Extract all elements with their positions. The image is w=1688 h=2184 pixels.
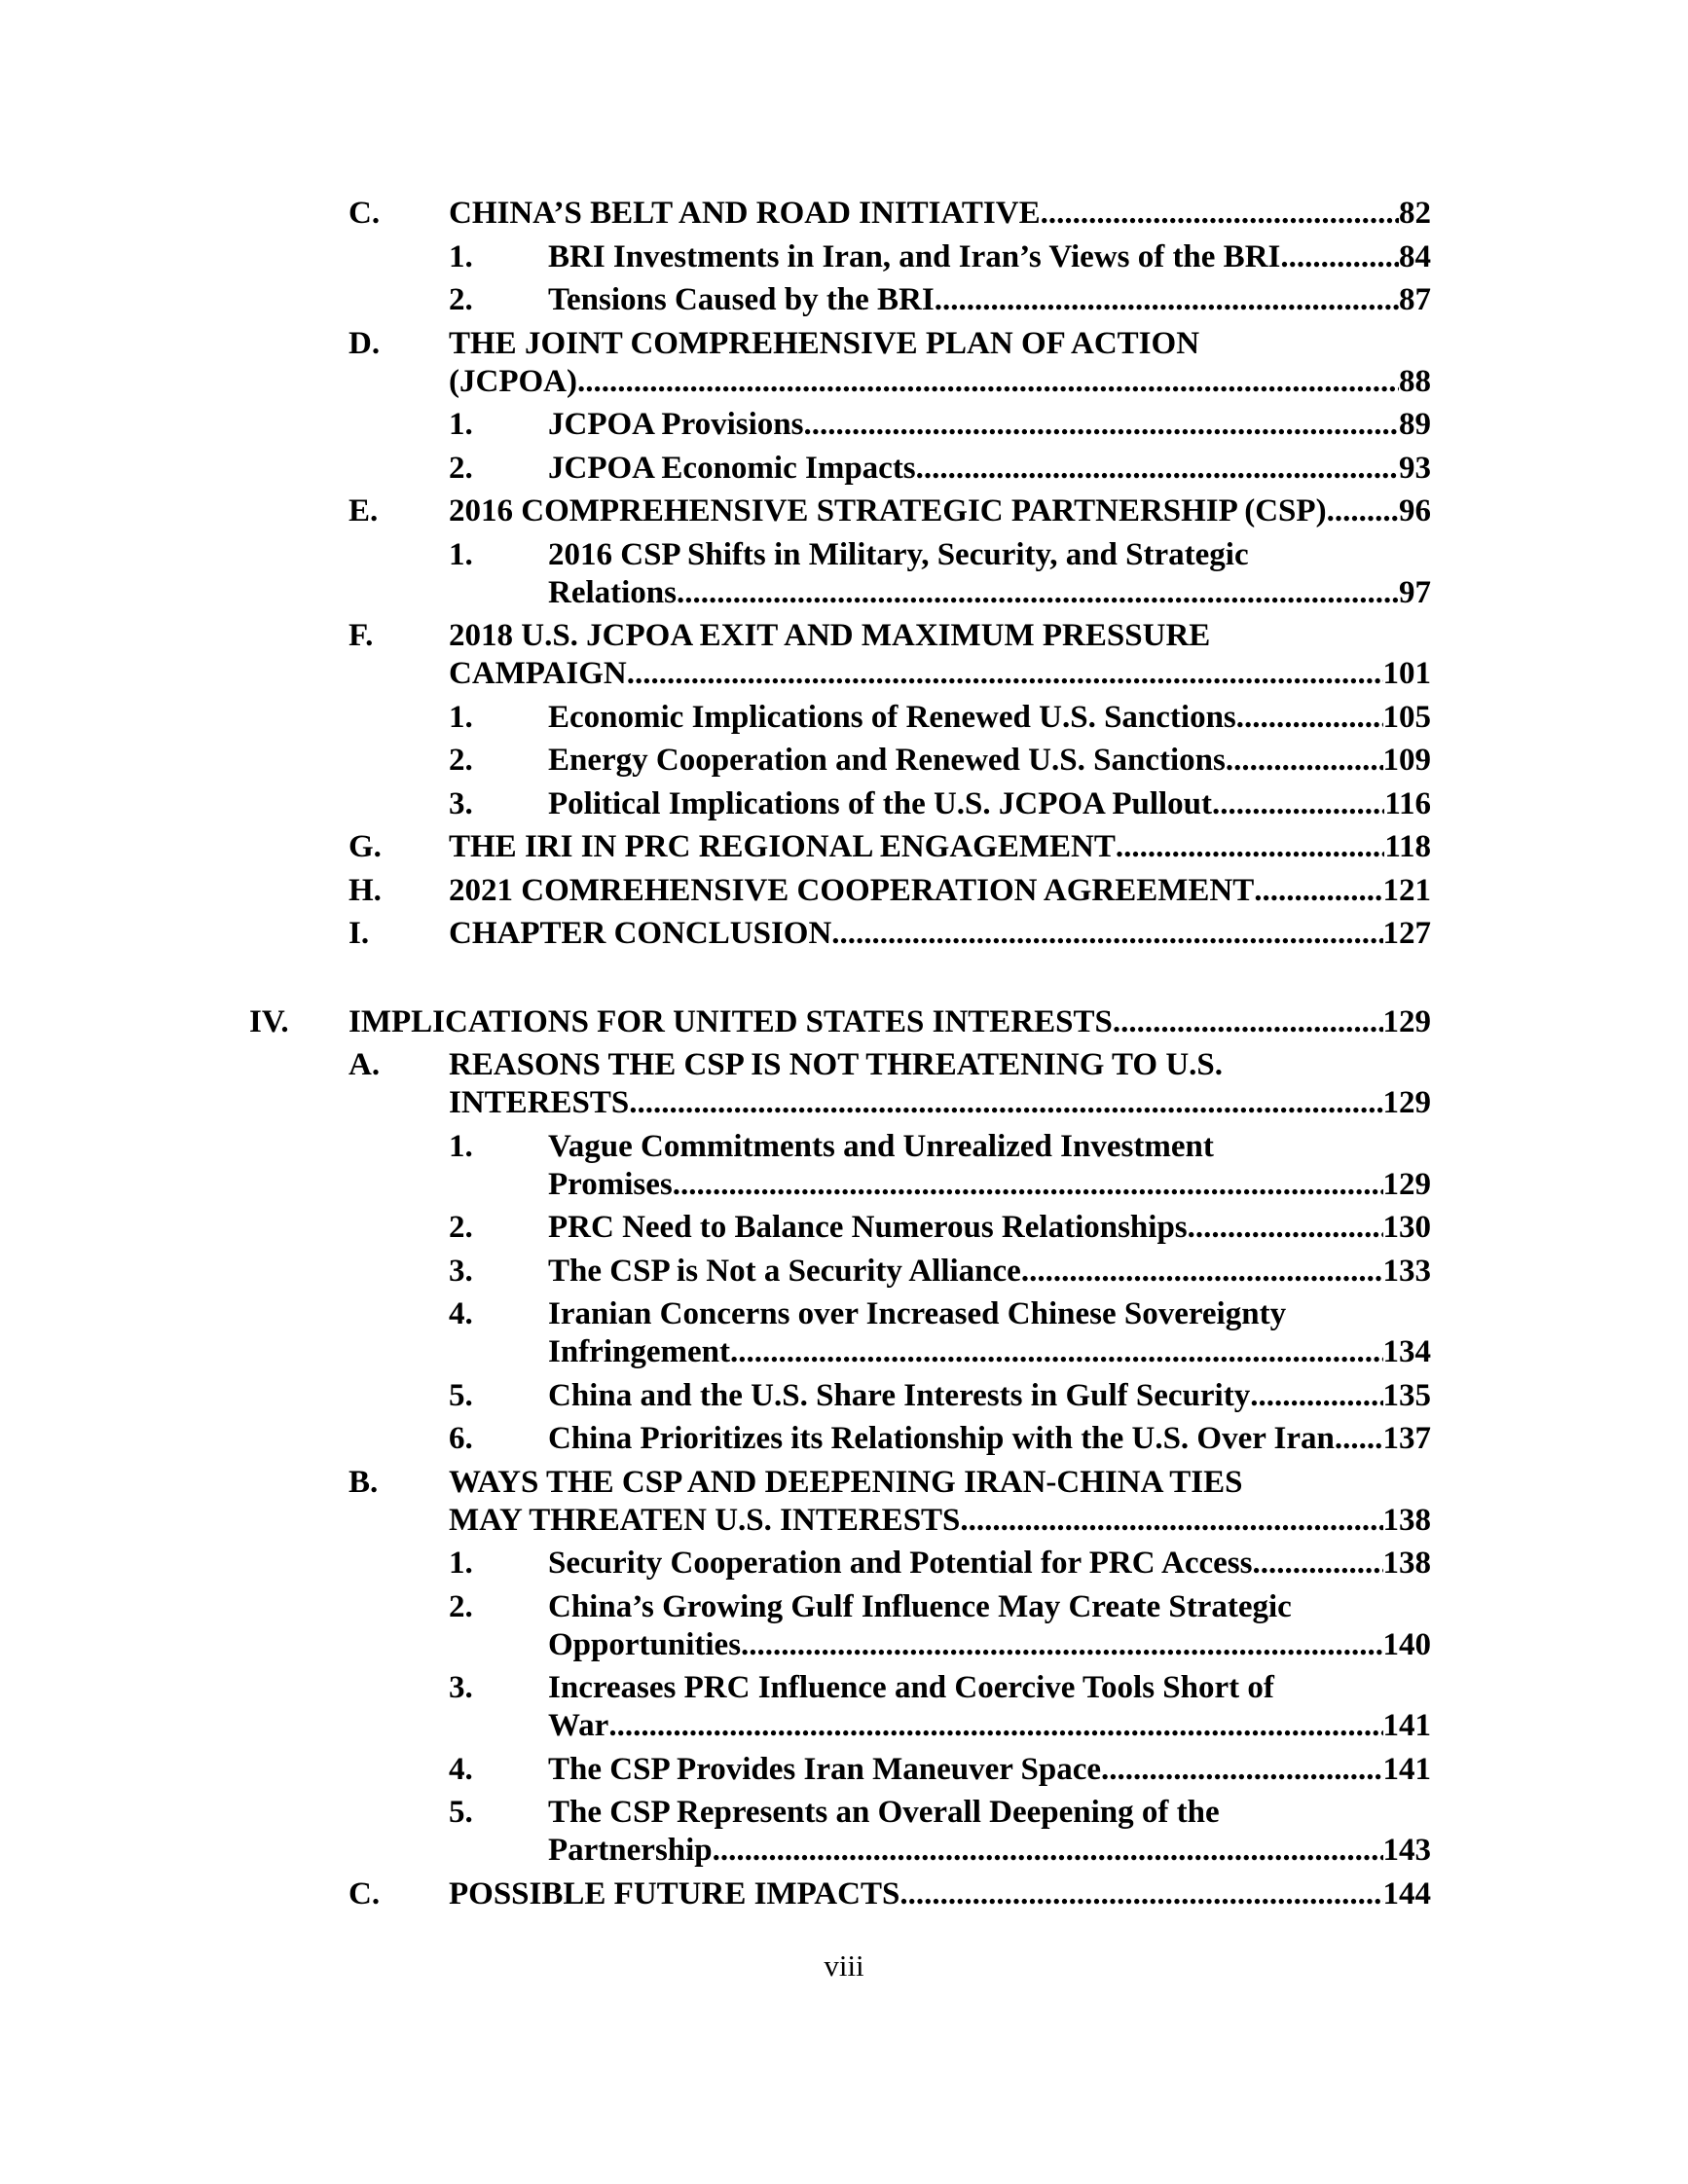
- toc-entry-final-line: [548, 1209, 1431, 1247]
- dot-leader: [673, 1166, 1383, 1204]
- toc-entry-title-line: JCPOA Provisions: [548, 407, 804, 442]
- toc-entry-number: 1.: [449, 536, 473, 572]
- toc-entry-title: [548, 1545, 1431, 1583]
- toc-entry-title: [548, 742, 1431, 780]
- toc-entry-final-line: [548, 574, 1431, 612]
- toc-entry-number: F.: [349, 618, 374, 653]
- toc-entry-title: [548, 238, 1431, 276]
- toc-entry-number: 1.: [449, 1546, 473, 1581]
- toc-entry-final-line: [449, 1084, 1431, 1122]
- toc-entry-final-line: [449, 828, 1431, 866]
- toc-entry-number: 1.: [449, 1128, 473, 1164]
- toc-entry[interactable]: [0, 785, 1688, 829]
- toc-entry-number: 1.: [449, 238, 473, 274]
- toc-entry-title: [548, 785, 1431, 823]
- toc-entry-title: [548, 699, 1431, 737]
- toc-entry-title-line: The CSP Provides Iran Maneuver Space: [548, 1751, 1102, 1787]
- toc-entry-title: [349, 1003, 1431, 1041]
- toc-entry-title: [548, 1794, 1431, 1870]
- toc-entry[interactable]: [0, 1794, 1688, 1875]
- toc-entry-page-number: 133: [1382, 1253, 1431, 1289]
- toc-entry-title-line: THE JOINT COMPREHENSIVE PLAN OF ACTION: [449, 325, 1200, 361]
- toc-entry-number: G.: [349, 829, 382, 864]
- toc-entry[interactable]: [0, 1295, 1688, 1377]
- toc-entry-number: H.: [349, 872, 382, 908]
- toc-entry-page-number: 93: [1399, 450, 1431, 486]
- section-gap: [0, 959, 1688, 1003]
- toc-entry-title-line: China and the U.S. Share Interests in Gulf Security: [548, 1377, 1251, 1413]
- toc-entry-page-number: 109: [1382, 743, 1431, 778]
- page-number: viii: [824, 1948, 864, 1983]
- dot-leader: [608, 1707, 1382, 1745]
- toc-entry-final-line: [449, 1502, 1431, 1540]
- toc-entry-final-line: [548, 1545, 1431, 1583]
- toc-entry-number: 4.: [449, 1751, 473, 1787]
- toc-entry-number: 5.: [449, 1795, 473, 1830]
- toc-entry[interactable]: [0, 1128, 1688, 1210]
- toc-entry-title: [449, 492, 1431, 530]
- toc-entry[interactable]: [0, 1588, 1688, 1670]
- toc-entry-number: B.: [349, 1464, 379, 1500]
- toc-entry[interactable]: [0, 1209, 1688, 1253]
- toc-entry-title-line: CHINA’S BELT AND ROAD INITIATIVE: [449, 196, 1041, 231]
- toc-entry-final-line: [548, 1333, 1431, 1371]
- dot-leader: [1041, 195, 1399, 233]
- toc-entry-page-number: 105: [1382, 699, 1431, 735]
- toc-entry-final-line: [548, 1751, 1431, 1789]
- toc-entry-title-line: THE IRI IN PRC REGIONAL ENGAGEMENT: [449, 829, 1116, 864]
- toc-entry-title-line: WAYS THE CSP AND DEEPENING IRAN-CHINA TIES: [449, 1464, 1243, 1500]
- toc-entry-number: 3.: [449, 785, 473, 821]
- toc-entry-final-line: [449, 872, 1431, 910]
- dot-leader: [1335, 1420, 1383, 1458]
- toc-entry-title: [548, 1588, 1431, 1664]
- dot-leader: [804, 406, 1399, 444]
- toc-entry-number: 4.: [449, 1296, 473, 1331]
- toc-entry-final-line: [449, 1875, 1431, 1913]
- toc-entry-title-line: Security Cooperation and Potential for PRC Access: [548, 1546, 1253, 1581]
- toc-entry[interactable]: [0, 536, 1688, 618]
- toc-entry-number: 2.: [449, 450, 473, 486]
- toc-entry[interactable]: [0, 195, 1688, 238]
- toc-entry-page-number: 84: [1399, 238, 1431, 274]
- toc-entry-title: [548, 536, 1431, 612]
- toc-entry-title-line: CHAPTER CONCLUSION: [449, 916, 832, 951]
- toc-entry[interactable]: [0, 1046, 1688, 1128]
- toc-entry[interactable]: [0, 1669, 1688, 1751]
- toc-entry-page-number: 97: [1399, 574, 1431, 610]
- toc-entry-page-number: 141: [1382, 1751, 1431, 1787]
- toc-entry[interactable]: [0, 828, 1688, 872]
- dot-leader: [1226, 742, 1383, 780]
- toc-entry-final-line: [548, 1166, 1431, 1204]
- toc-entry-page-number: 101: [1382, 656, 1431, 691]
- toc-entry-title: [548, 1209, 1431, 1247]
- toc-entry-title-line: China’s Growing Gulf Influence May Create Strategic: [548, 1588, 1292, 1624]
- toc-entry[interactable]: [0, 1875, 1688, 1919]
- dot-leader: [831, 915, 1382, 953]
- toc-entry-title: [548, 1295, 1431, 1371]
- toc-entry-title: [548, 450, 1431, 488]
- toc-entry-final-line: [548, 1626, 1431, 1664]
- dot-leader: [1101, 1751, 1382, 1789]
- toc-entry-number: D.: [349, 325, 381, 361]
- toc-entry-title-line: Promises: [548, 1166, 673, 1202]
- toc-entry-title-line: War: [548, 1708, 609, 1743]
- toc-entry-number: 2.: [449, 743, 473, 778]
- toc-entry[interactable]: [0, 915, 1688, 959]
- toc-entry-final-line: [548, 1832, 1431, 1870]
- toc-entry-title-line: CAMPAIGN: [449, 656, 627, 691]
- toc-entry-title: [548, 1377, 1431, 1415]
- toc-entry-number: 5.: [449, 1377, 473, 1413]
- toc-entry-page-number: 141: [1382, 1708, 1431, 1743]
- dot-leader: [899, 1875, 1382, 1913]
- toc-entry-page-number: 96: [1399, 493, 1431, 528]
- toc-entry-title: [548, 1128, 1431, 1204]
- toc-entry-number: 1.: [449, 699, 473, 735]
- toc-entry-title-line: REASONS THE CSP IS NOT THREATENING TO U.S.: [449, 1047, 1224, 1082]
- toc-entry-page-number: 140: [1382, 1626, 1431, 1662]
- toc-entry-page-number: 129: [1382, 1003, 1431, 1039]
- toc-entry-title-line: POSSIBLE FUTURE IMPACTS: [449, 1875, 900, 1911]
- toc-entry-number: E.: [349, 493, 379, 528]
- toc-entry-number: IV.: [249, 1003, 289, 1039]
- toc-entry-number: 6.: [449, 1421, 473, 1456]
- toc-entry-number: A.: [349, 1047, 381, 1082]
- toc-entry-title: [548, 1669, 1431, 1745]
- toc-entry-final-line: [548, 742, 1431, 780]
- toc-entry[interactable]: [0, 1377, 1688, 1421]
- toc-entry-title-line: The CSP is Not a Security Alliance: [548, 1253, 1021, 1289]
- toc-entry-final-line: [548, 785, 1431, 823]
- toc-entry[interactable]: [0, 1545, 1688, 1588]
- dot-leader: [713, 1832, 1383, 1870]
- toc-entry-final-line: [548, 1253, 1431, 1291]
- toc-entry-title-line: Opportunities: [548, 1626, 742, 1662]
- toc-entry-number: 1.: [449, 407, 473, 442]
- toc-entry-title: [548, 406, 1431, 444]
- toc-entry-final-line: [548, 406, 1431, 444]
- toc-entry-page-number: 143: [1382, 1833, 1431, 1868]
- dot-leader: [577, 363, 1399, 401]
- toc-entry-title-line: Relations: [548, 574, 677, 610]
- toc-entry-title-line: Vague Commitments and Unrealized Investment: [548, 1128, 1214, 1164]
- toc-entry[interactable]: [0, 492, 1688, 536]
- toc-entry-page-number: 127: [1382, 916, 1431, 951]
- dot-leader: [1113, 1003, 1383, 1041]
- toc-entry-title: [449, 1464, 1431, 1540]
- toc-entry-number: C.: [349, 196, 381, 231]
- dot-leader: [1188, 1209, 1383, 1247]
- toc-entry[interactable]: [0, 872, 1688, 916]
- toc-entry[interactable]: [0, 742, 1688, 785]
- dot-leader: [1254, 872, 1382, 910]
- dot-leader: [629, 1084, 1382, 1122]
- toc-entry-page-number: 87: [1399, 282, 1431, 317]
- toc-entry-final-line: [349, 1003, 1431, 1041]
- toc-entry[interactable]: [0, 325, 1688, 407]
- toc-entry[interactable]: [0, 699, 1688, 743]
- toc-entry-page-number: 138: [1382, 1502, 1431, 1538]
- toc-entry-title-line: 2018 U.S. JCPOA EXIT AND MAXIMUM PRESSURE: [449, 618, 1211, 653]
- dot-leader: [1021, 1253, 1383, 1291]
- toc-entry-title: [449, 1046, 1431, 1122]
- dot-leader: [1252, 1545, 1382, 1583]
- toc-entry-title-line: Increases PRC Influence and Coercive Tools Short of: [548, 1670, 1274, 1705]
- toc-entry-final-line: [449, 363, 1431, 401]
- toc-entry-page-number: 134: [1382, 1334, 1431, 1369]
- toc-entry-page-number: 129: [1382, 1166, 1431, 1202]
- toc-entry-title-line: MAY THREATEN U.S. INTERESTS: [449, 1502, 961, 1538]
- toc-entry-title: [548, 281, 1431, 319]
- toc-entry-title-line: Economic Implications of Renewed U.S. Sanctions: [548, 699, 1236, 735]
- dot-leader: [730, 1333, 1383, 1371]
- toc-entry-number: I.: [349, 916, 370, 951]
- toc-entry-title-line: Infringement: [548, 1334, 730, 1369]
- toc-entry-title-line: PRC Need to Balance Numerous Relationships: [548, 1210, 1188, 1245]
- toc-entry-title: [449, 1875, 1431, 1913]
- toc-entry-title: [449, 915, 1431, 953]
- toc-entry-title-line: (JCPOA): [449, 363, 577, 399]
- toc-entry-title: [449, 325, 1431, 401]
- toc-entry-final-line: [548, 1377, 1431, 1415]
- toc-entry-number: 3.: [449, 1670, 473, 1705]
- toc-entry-final-line: [449, 492, 1431, 530]
- toc-entry-title-line: IMPLICATIONS FOR UNITED STATES INTERESTS: [349, 1003, 1113, 1039]
- toc-entry-title: [548, 1420, 1431, 1458]
- toc-entry[interactable]: [0, 1751, 1688, 1795]
- toc-entry-title: [449, 872, 1431, 910]
- toc-entry-title-line: 2016 CSP Shifts in Military, Security, and Strategic: [548, 536, 1249, 572]
- toc-entry[interactable]: [0, 450, 1688, 493]
- toc-entry[interactable]: [0, 1253, 1688, 1296]
- toc-entry-title-line: INTERESTS: [449, 1085, 630, 1120]
- toc-entry-page-number: 116: [1384, 785, 1431, 821]
- toc-entry-final-line: [449, 915, 1431, 953]
- toc-entry-number: 2.: [449, 1210, 473, 1245]
- toc-entry-page-number: 137: [1382, 1421, 1431, 1456]
- dot-leader: [935, 281, 1399, 319]
- toc-entry-title-line: BRI Investments in Iran, and Iran’s Views of the BRI: [548, 238, 1281, 274]
- toc-entry-page-number: 144: [1382, 1875, 1431, 1911]
- toc-entry-number: 3.: [449, 1253, 473, 1289]
- dot-leader: [1116, 828, 1384, 866]
- toc-entry-page-number: 130: [1382, 1210, 1431, 1245]
- dot-leader: [741, 1626, 1382, 1664]
- toc-entry-page-number: 88: [1399, 363, 1431, 399]
- toc-entry-title-line: The CSP Represents an Overall Deepening of the: [548, 1795, 1220, 1830]
- toc-entry-number: C.: [349, 1875, 381, 1911]
- dot-leader: [677, 574, 1399, 612]
- toc-entry[interactable]: [0, 1420, 1688, 1464]
- toc-entry-title-line: Iranian Concerns over Increased Chinese Sovereignty: [548, 1296, 1287, 1331]
- toc-entry-title: [449, 828, 1431, 866]
- toc-entry-page-number: 121: [1382, 872, 1431, 908]
- toc-entry-page-number: 138: [1382, 1546, 1431, 1581]
- toc-entry-title-line: Tensions Caused by the BRI: [548, 282, 935, 317]
- toc-entry-page-number: 135: [1382, 1377, 1431, 1413]
- toc-entry-page-number: 82: [1399, 196, 1431, 231]
- toc-entry-number: 2.: [449, 1588, 473, 1624]
- dot-leader: [1250, 1377, 1382, 1415]
- toc-entry-final-line: [449, 195, 1431, 233]
- toc-entry-final-line: [449, 655, 1431, 693]
- toc-entry-title-line: China Prioritizes its Relationship with the U.S. Over Iran: [548, 1421, 1335, 1456]
- toc-entry-final-line: [548, 450, 1431, 488]
- toc-entry-title-line: Partnership: [548, 1833, 713, 1868]
- toc-entry-final-line: [548, 1420, 1431, 1458]
- toc-entry-title-line: 2016 COMPREHENSIVE STRATEGIC PARTNERSHIP (CSP): [449, 493, 1327, 528]
- toc-entry-title-line: JCPOA Economic Impacts: [548, 450, 916, 486]
- toc-entry-final-line: [548, 281, 1431, 319]
- toc-entry[interactable]: [0, 1464, 1688, 1546]
- toc-entry-title: [548, 1253, 1431, 1291]
- toc-entry[interactable]: [0, 1003, 1688, 1047]
- toc-entry-title-line: Energy Cooperation and Renewed U.S. Sanctions: [548, 743, 1226, 778]
- toc-entry-final-line: [548, 238, 1431, 276]
- dot-leader: [1212, 785, 1384, 823]
- toc-entry-page-number: 129: [1382, 1085, 1431, 1120]
- table-of-contents: [0, 195, 1688, 1918]
- toc-entry[interactable]: [0, 281, 1688, 325]
- toc-entry-number: 2.: [449, 282, 473, 317]
- toc-entry-final-line: [548, 699, 1431, 737]
- toc-entry-final-line: [548, 1707, 1431, 1745]
- toc-entry-title: [449, 617, 1431, 693]
- dot-leader: [1280, 238, 1399, 276]
- dot-leader: [1236, 699, 1383, 737]
- toc-entry[interactable]: [0, 238, 1688, 282]
- toc-entry[interactable]: [0, 406, 1688, 450]
- toc-entry-title-line: 2021 COMREHENSIVE COOPERATION AGREEMENT: [449, 872, 1255, 908]
- dot-leader: [916, 450, 1399, 488]
- toc-entry-page-number: 89: [1399, 407, 1431, 442]
- dot-leader: [627, 655, 1383, 693]
- toc-entry-title: [548, 1751, 1431, 1789]
- toc-entry-title: [449, 195, 1431, 233]
- dot-leader: [960, 1502, 1382, 1540]
- toc-entry-title-line: Political Implications of the U.S. JCPOA Pullout: [548, 785, 1213, 821]
- toc-entry[interactable]: [0, 617, 1688, 699]
- dot-leader: [1327, 492, 1399, 530]
- toc-entry-page-number: 118: [1384, 829, 1431, 864]
